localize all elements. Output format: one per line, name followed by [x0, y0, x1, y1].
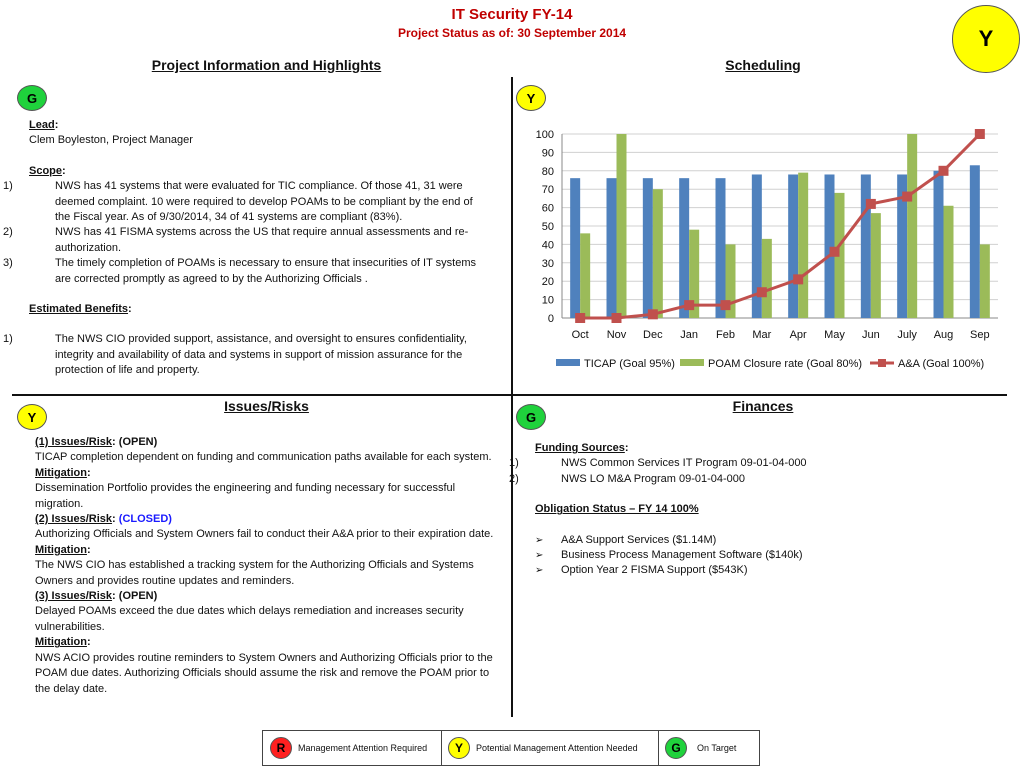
y-tick-label: 40	[541, 239, 554, 252]
lead-label: Lead	[29, 119, 55, 131]
scope-item: 1) NWS has 41 systems that were evaluated for TIC compliance. Of those 41, 31 were deemed complaint. 10 were required to develop POAMs to be compliant by the end of the Fiscal year. As of 9/30/2014, 34 of 41 systems are compliant (83%).	[3, 180, 473, 224]
x-tick-label: Sep	[970, 329, 990, 341]
y-tick-label: 100	[535, 129, 554, 141]
y-tick-label: 10	[541, 294, 554, 307]
y-tick-label: 0	[547, 313, 554, 325]
chart-legend	[556, 358, 984, 370]
chart-y-ticks	[536, 129, 554, 325]
lead-value: Clem Boyleston, Project Manager	[29, 134, 193, 147]
legend-label: A&A (Goal 100%)	[898, 358, 985, 370]
y-tick-label: 60	[541, 202, 554, 215]
benefits-label: Estimated Benefits	[29, 303, 129, 316]
aa-point	[648, 309, 658, 319]
aa-point	[575, 313, 585, 323]
issue-1-mitigation: Dissemination Portfolio provides the engineering and funding necessary for successful migration.	[35, 482, 456, 510]
bar-ticap	[643, 178, 653, 318]
issue-3-header: (3) Issues/Risk: (OPEN)	[35, 590, 158, 603]
legend-red-badge: R	[270, 737, 292, 759]
bar-ticap	[861, 174, 871, 318]
finances-body: Funding Sources: 1) NWS Common Services IT Program 09-01-04-000 2) NWS LO M&A Program 09-01-04-000 Obligation Status – FY 14 100% ➢ A&A Support Services ($1.14M) ➢ Business Process Management Software ($140k) ➢ Option Year 2 FISMA Support ($543K)	[535, 441, 995, 579]
x-tick-label: July	[897, 329, 917, 341]
issues-status-badge: Y	[17, 404, 47, 430]
legend-label: TICAP (Goal 95%)	[584, 358, 675, 370]
bar-poam	[762, 239, 772, 318]
legend-red-text: Management Attention Required	[298, 743, 428, 753]
legend-green	[659, 731, 759, 765]
aa-point	[975, 129, 985, 139]
issue-3-mitigation-label: Mitigation	[35, 636, 87, 649]
bar-poam	[653, 189, 663, 318]
aa-point	[793, 274, 803, 284]
scope-label: Scope	[29, 164, 63, 177]
aa-point	[721, 300, 731, 310]
legend-swatch	[556, 359, 580, 366]
page-subtitle: Project Status as of: 30 September 2014	[397, 26, 627, 40]
bar-poam	[907, 134, 917, 318]
aa-point	[866, 199, 876, 209]
aa-point	[612, 313, 622, 323]
issues-heading: Issues/Risks	[224, 398, 309, 414]
x-tick-label: Oct	[571, 329, 589, 341]
project-info-body: Lead: Clem Boyleston, Project Manager Scope: 1) NWS has 41 systems that were evaluated for TIC compliance. Of those 41, 31 were deemed complaint. 10 were required to develop POAMs to be compliant by the end of the Fiscal year. As of 9/30/2014, 34 of 41 systems are compliant (83%). 2) NWS has 41 FISMA systems across the US that require annual assessments and re-authorization. 3) The timely completion of POAMs is necessary to ensure that insecurities of IT systems are corrected promptly as agreed to by the Authorizing Officials . Estimated Benefits: 1) The NWS CIO provided support, assistance, and oversight to ensures confidentiality, integrity and availability of data and systems in support of mission assurance for the protection of life and property.	[29, 118, 489, 379]
x-tick-label: Dec	[643, 329, 663, 341]
horizontal-divider	[12, 394, 1007, 396]
scheduling-heading: Scheduling	[725, 57, 801, 73]
legend-yellow-text: Potential Management Attention Needed	[476, 743, 638, 753]
aa-point	[902, 192, 912, 202]
bar-poam	[944, 206, 954, 318]
issue-2-mitigation-label: Mitigation	[35, 543, 87, 556]
bar-ticap	[570, 178, 580, 318]
project-info-heading: Project Information and Highlights	[151, 57, 382, 73]
bar-ticap	[607, 178, 617, 318]
legend-green-badge: G	[665, 737, 687, 759]
y-tick-label: 50	[541, 221, 554, 233]
scope-item: 3) The timely completion of POAMs is necessary to ensure that insecurities of IT systems are corrected promptly as agreed to by the Authorizing Officials .	[3, 257, 477, 285]
legend-green-text: On Target	[697, 743, 737, 753]
x-tick-label: Apr	[789, 329, 807, 341]
legend-red	[263, 731, 442, 765]
y-tick-label: 20	[541, 276, 554, 289]
scope-item: 2) NWS has 41 FISMA systems across the US that require annual assessments and re-authorization.	[3, 226, 469, 254]
issues-body: (1) Issues/Risk: (OPEN) TICAP completion dependent on funding and communication paths available for each system. Mitigation: Dissemination Portfolio provides the engineering and funding necessary for successful migration. (2) Issues/Risk: (CLOSED) Authorizing Officials and System Owners fail to conduct their A&A prior to their expiration date. Mitigation: The NWS CIO has established a tracking system for the Authorizing Officials and Systems Owners and provides routine updates and reminders. (3) Issues/Risk: (OPEN) Delayed POAMs exceed the due dates which delays remediation and increases security vulnerabilities. Mitigation: NWS ACIO provides routine reminders to System Owners and Authorizing Officials prior to the POAM due dates. Authorizing Officials should assume the risk and remove the POAM prior to the delay date.	[35, 435, 497, 697]
legend-yellow-badge: Y	[448, 737, 470, 759]
issue-1-header: (1) Issues/Risk: (OPEN)	[35, 436, 158, 448]
obligation-item: ➢ Business Process Management Software ($140k)	[535, 548, 995, 563]
x-tick-label: May	[824, 329, 845, 341]
issue-2-header: (2) Issues/Risk: (CLOSED)	[35, 513, 172, 526]
legend-swatch-marker	[878, 359, 886, 367]
bar-poam	[980, 244, 990, 318]
funding-item: 1) NWS Common Services IT Program 09-01-04-000	[509, 457, 807, 470]
y-tick-label: 30	[541, 257, 554, 270]
obligation-item: ➢ A&A Support Services ($1.14M)	[535, 533, 995, 548]
scheduling-chart	[525, 120, 1010, 380]
issue-2-mitigation: The NWS CIO has established a tracking system for the Authorizing Officials and Systems Owners and provides routine updates and reminders.	[35, 559, 474, 587]
bar-poam	[798, 173, 808, 318]
y-tick-label: 80	[541, 165, 554, 178]
issue-1-mitigation-label: Mitigation	[35, 466, 87, 479]
aa-point	[757, 287, 767, 297]
y-tick-label: 90	[541, 147, 554, 160]
bar-poam	[871, 213, 881, 318]
issue-3-mitigation: NWS ACIO provides routine reminders to System Owners and Authorizing Officials prior to the POAM due dates. Authorizing Officials should assume the risk and remove the POAM prior to the delay date.	[35, 651, 493, 695]
x-tick-label: Feb	[716, 329, 735, 341]
bar-ticap	[970, 165, 980, 318]
bar-poam	[617, 134, 627, 318]
obligation-status: Obligation Status – FY 14 100%	[535, 503, 699, 516]
x-tick-label: Nov	[606, 329, 627, 341]
aa-point	[830, 247, 840, 257]
chart-x-ticks	[572, 329, 990, 341]
bar-poam	[580, 233, 590, 318]
scheduling-status-badge: Y	[516, 85, 546, 111]
bar-ticap	[679, 178, 689, 318]
x-tick-label: Jan	[680, 329, 699, 341]
y-tick-label: 70	[541, 184, 554, 197]
overall-status-badge: Y	[952, 5, 1020, 73]
bar-ticap	[716, 178, 726, 318]
bar-ticap	[788, 174, 798, 318]
obligation-item: ➢ Option Year 2 FISMA Support ($543K)	[535, 563, 995, 578]
legend-label: POAM Closure rate (Goal 80%)	[708, 358, 863, 370]
finances-heading: Finances	[732, 398, 794, 414]
arrow-bullet-icon: ➢	[535, 534, 544, 546]
page-title: IT Security FY-14	[451, 6, 573, 23]
issue-1-text: TICAP completion dependent on funding and communication paths available for each system.	[35, 451, 492, 464]
x-tick-label: Aug	[933, 329, 954, 341]
vertical-divider	[511, 77, 513, 717]
bar-ticap	[934, 171, 944, 318]
chart-grid	[562, 134, 998, 318]
issue-2-text: Authorizing Officials and System Owners fail to conduct their A&A prior to their expiration date.	[35, 528, 494, 541]
arrow-bullet-icon: ➢	[535, 550, 544, 562]
status-legend	[262, 730, 760, 766]
finances-status-badge: G	[516, 404, 546, 430]
bar-ticap	[825, 174, 835, 318]
aa-point	[684, 300, 694, 310]
x-tick-label: Mar	[752, 329, 772, 341]
funding-label: Funding Sources	[535, 442, 625, 454]
x-tick-label: Jun	[861, 329, 880, 341]
benefit-item: 1) The NWS CIO provided support, assistance, and oversight to ensures confidentiality, integrity and availability of data and systems in support of mission assurance for the protection of life and property.	[3, 333, 467, 377]
aa-point	[939, 166, 949, 176]
legend-yellow	[442, 731, 659, 765]
funding-item: 2) NWS LO M&A Program 09-01-04-000	[509, 472, 746, 485]
legend-swatch	[680, 359, 704, 366]
arrow-bullet-icon: ➢	[535, 565, 544, 577]
project-status-badge: G	[17, 85, 47, 111]
issue-3-text: Delayed POAMs exceed the due dates which delays remediation and increases security vulnerabilities.	[35, 605, 464, 633]
